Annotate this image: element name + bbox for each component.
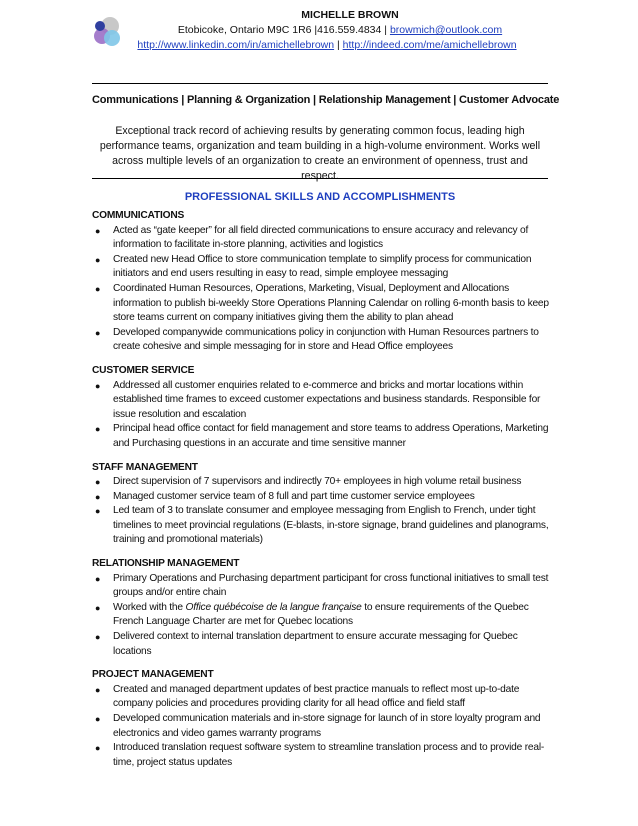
skills-content [92,209,554,779]
section-title: STAFF MANAGEMENT [92,461,198,473]
list-item [92,504,554,548]
item-text-after: to ensure requirements of the Quebec French Language Charter are met for Quebec locations [113,601,529,628]
bullet-icon: ● [95,477,101,488]
item-text: Developed companywide communications policy in conjunction with Human Resources partners to create cohesive and simple messaging for in store and Head Office employees [113,326,539,353]
section-title: COMMUNICATIONS [92,210,185,221]
bullet-icon: ● [95,380,101,391]
item-text: Direct supervision of 7 supervisors and indirectly 70+ employees in high volume retail business [113,476,522,488]
list-item [92,490,554,505]
bullet-icon: ● [95,573,101,584]
candidate-name: MICHELLE BROWN [301,9,399,21]
list-item [92,712,554,741]
list-item [92,282,554,326]
office-name: Office québécoise de la langue française [185,601,362,613]
item-text: Created and managed department updates of best practice manuals to reflect most up-to-date company policies and procedures providing clarity for all head office and field staff [113,683,520,710]
bullet-icon: ● [95,491,101,502]
linkedin-link[interactable]: http://www.linkedin.com/in/amichellebrown [137,39,335,51]
list-item [92,683,554,712]
bullet-icon: ● [95,225,101,236]
bullet-icon: ● [95,254,101,265]
item-text-before: Worked with the [113,601,186,613]
profile-links [106,38,548,53]
list-item [92,422,554,451]
item-text: Created new Head Office to store communication template to simplify process for communication initiators and end users resulting in easy to read, simple employee messaging [113,253,532,280]
item-text: Delivered context to internal translation department to ensure accurate messaging for Quebec locations [113,631,518,657]
list-item [92,630,554,659]
section-title: PROJECT MANAGEMENT [92,669,214,681]
contact-prefix: Etobicoke, Ontario M9C 1R6 |416.559.4834 | [177,24,388,36]
email-link[interactable]: browmich@outlook.com [389,24,503,36]
bullet-icon: ● [95,632,101,643]
divider [92,178,548,179]
section-staff-management [92,461,554,549]
indeed-link[interactable]: http://indeed.com/me/amichellebrown [342,39,517,51]
summary: Exceptional track record of achieving results by generating common focus, leading high performance teams, organization and team building in a high-volume environment. Works well across multiple levels of an organization to create an environment of openness, trust and respect. [99,125,541,182]
item-text: Introduced translation request software system to streamline translation process and to provide real-time, project status updates [113,742,545,768]
section-relationship-management [92,557,554,659]
section-title: CUSTOMER SERVICE [92,364,195,376]
item-text: Principal head office contact for field management and store teams to address Operations, Marketing and Purchasing questions in an accurate and time sensitive manner [113,423,549,449]
section-project-management [92,668,554,770]
tagline: Communications | Planning & Organization | Relationship Management | Customer Advocate [92,94,560,106]
list-item [92,379,554,423]
item-text: Primary Operations and Purchasing department participant for cross functional initiatives to small test groups and/or entire chain [113,572,549,599]
list-item [92,253,554,282]
bullet-icon: ● [95,506,101,517]
contact-line [132,23,548,38]
skills-heading: PROFESSIONAL SKILLS AND ACCOMPLISHMENTS [184,191,456,203]
list-item [92,326,554,355]
item-text: Managed customer service team of 8 full and part time customer service employees [113,490,475,502]
item-text: Led team of 3 to translate consumer and employee messaging from English to French, under tight timelines to meet provincial regulations (E-blasts, in-store signage, brand guidelines and planograms, training and promotional materials) [113,505,549,546]
list-item [92,475,554,490]
list-item [92,601,554,630]
list-item [92,572,554,601]
item-text: Addressed all customer enquiries related to e-commerce and bricks and mortar locations within established time frames to exceed customer expectations and business standards. Responsible for issue resolution and escalation [113,379,541,420]
bullet-icon: ● [95,424,101,435]
resume-header [92,8,548,53]
bullet-icon: ● [95,602,101,613]
list-item [92,741,554,770]
bullet-icon: ● [95,684,101,695]
item-text: Developed communication materials and in-store signage for launch of in store loyalty program and electronics and video games warranty programs [113,713,541,739]
bullet-icon: ● [95,283,101,294]
bullet-icon: ● [95,714,101,724]
item-text: Acted as “gate keeper” for all field directed communications to ensure accuracy and relevancy of information to facilitate in-store planning, activities and logistics [113,224,529,251]
divider [92,83,548,84]
section-title: RELATIONSHIP MANAGEMENT [92,558,240,570]
link-separator: | [334,39,343,51]
item-text: Coordinated Human Resources, Operations, Marketing, Visual, Deployment and Allocations information to publish bi-weekly Store Operations Planning Calendar on rolling 6-month basis to keep store teams current on company initiatives giving them the ability to plan ahead [113,282,549,324]
section-communications [92,209,554,355]
list-item [92,224,554,253]
bullet-icon: ● [95,327,101,338]
section-customer-service [92,364,554,452]
item-text [113,602,529,628]
bullet-icon: ● [95,743,101,754]
